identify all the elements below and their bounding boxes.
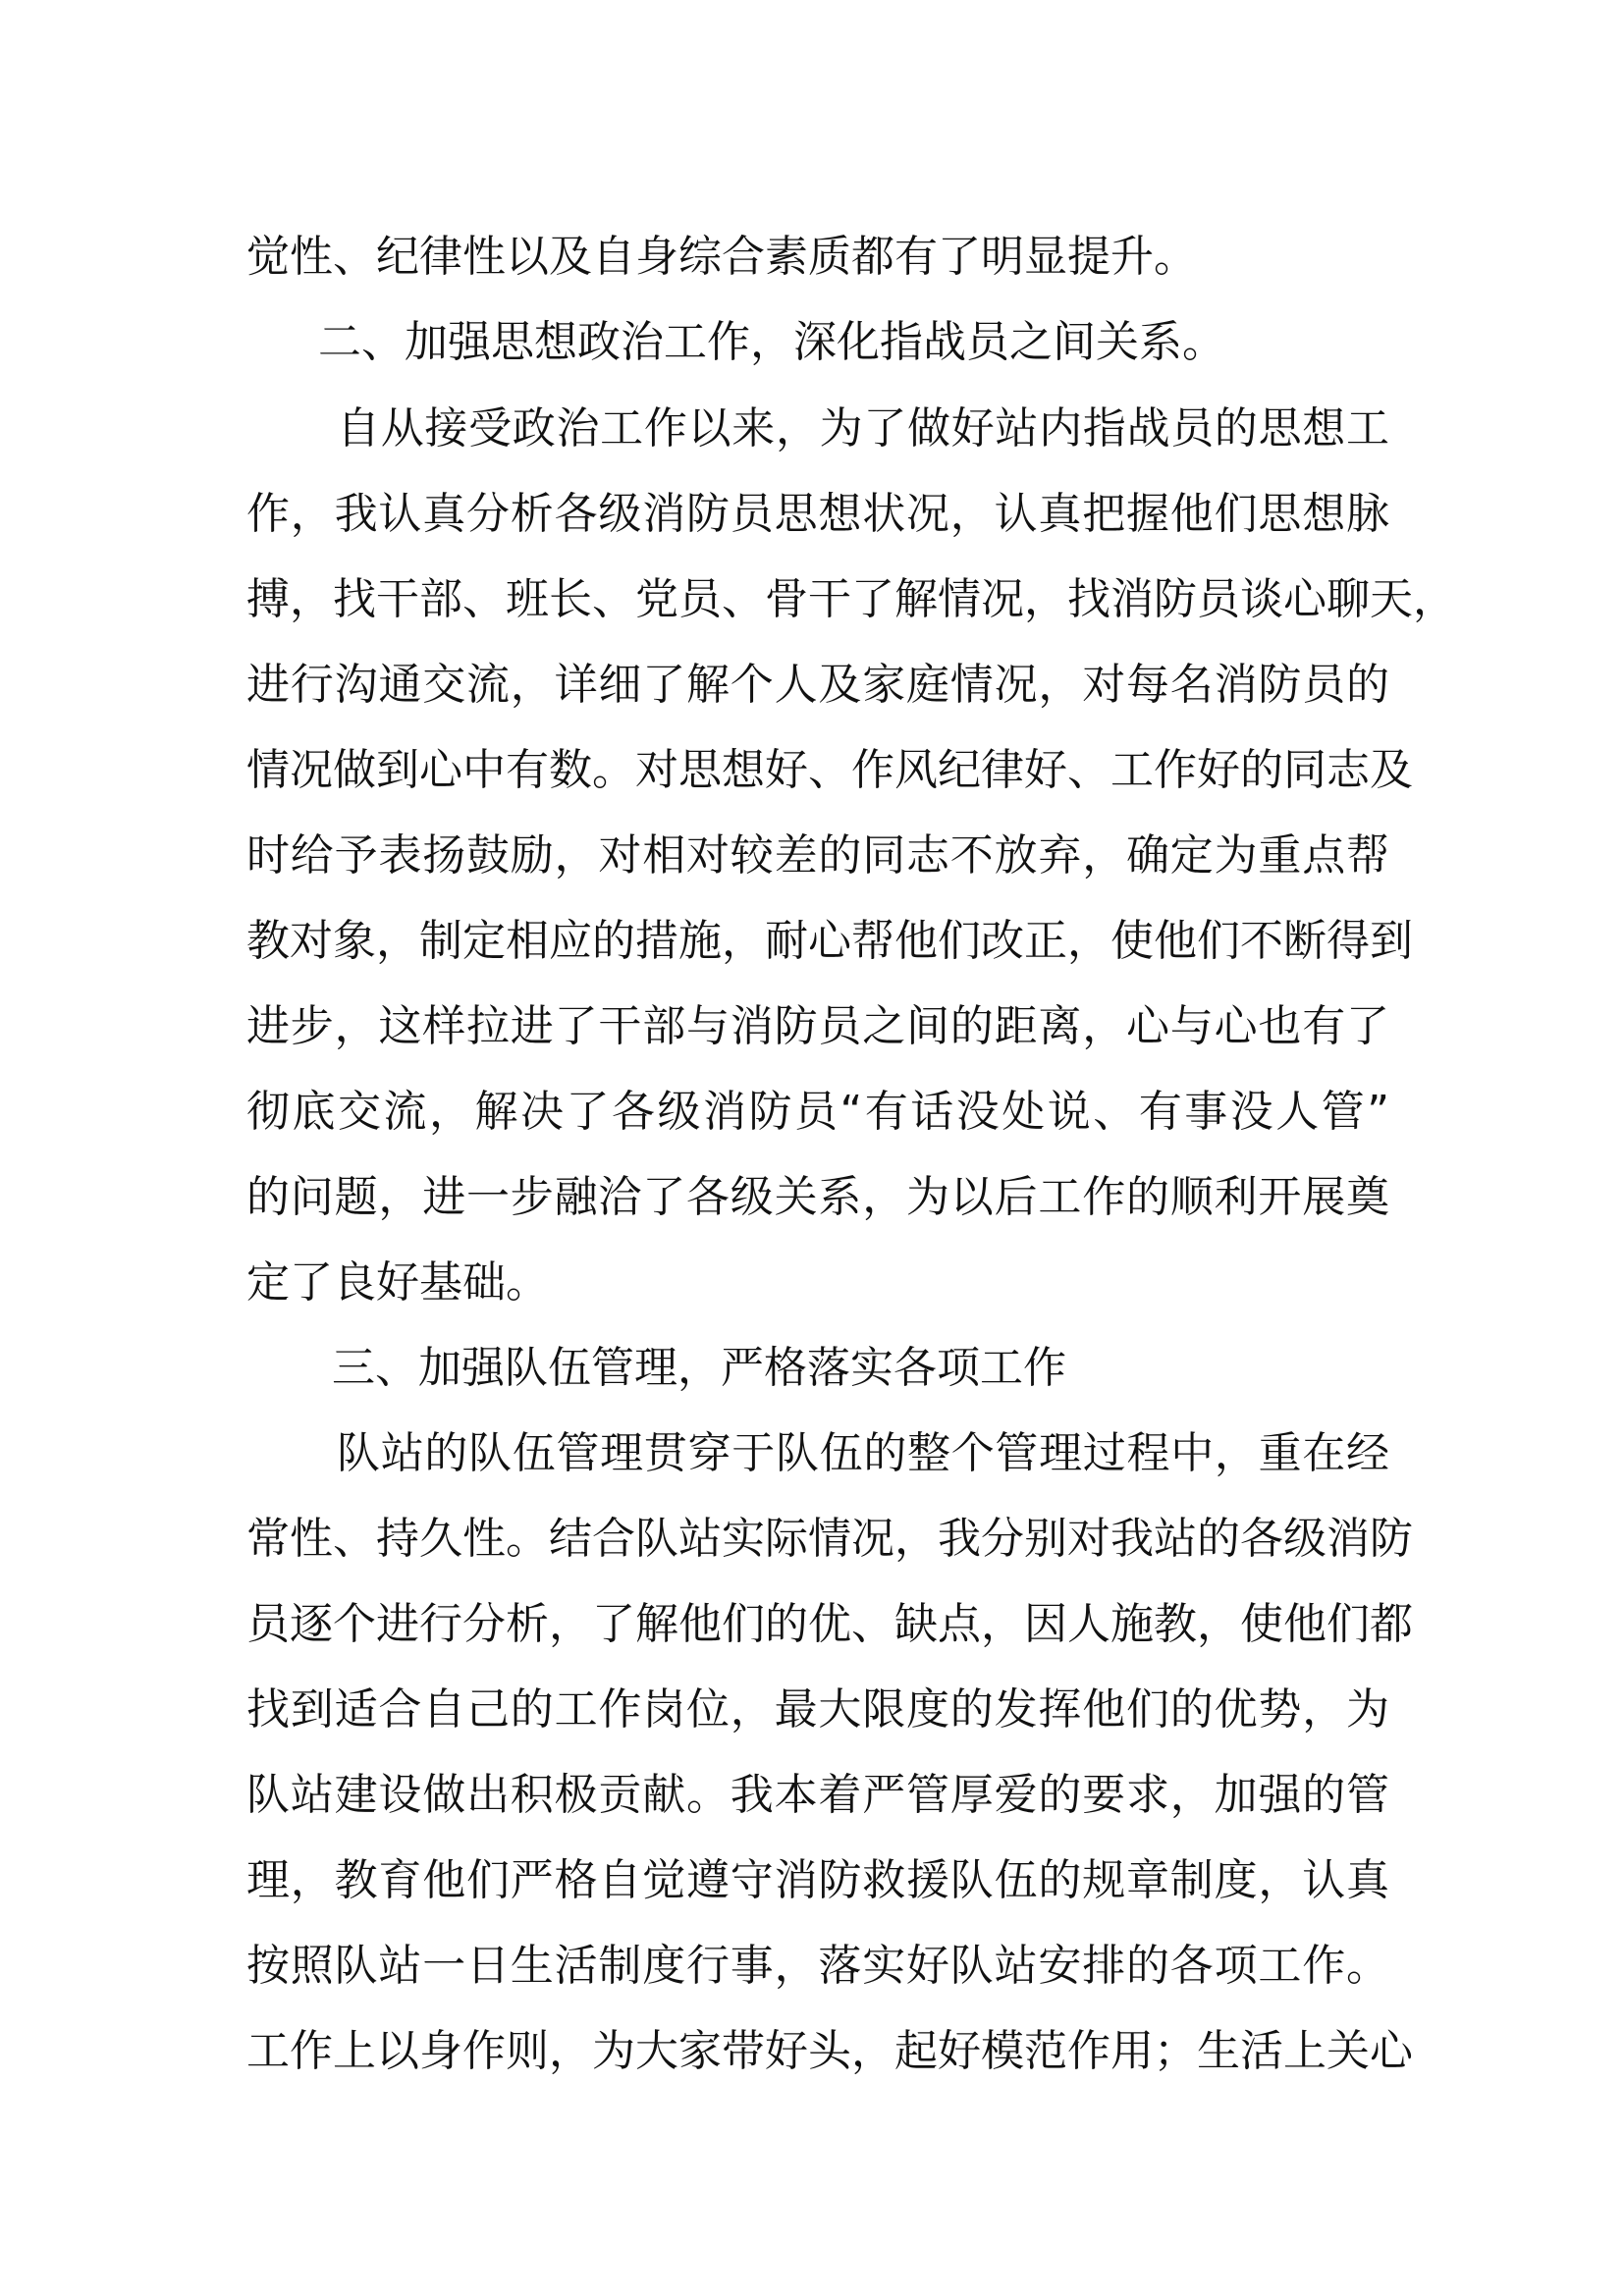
body-text-line: 情况做到心中有数。对思想好、作风纪律好、工作好的同志及 — [246, 745, 1413, 795]
body-text-line: 队站建设做出积极贡献。我本着严管厚爱的要求，加强的管 — [246, 1770, 1389, 1820]
body-text-line: 按照队站一日生活制度行事，落实好队站安排的各项工作。 — [246, 1941, 1389, 1991]
body-text-line: 员逐个进行分析，了解他们的优、缺点，因人施教，使他们都 — [246, 1599, 1413, 1649]
body-text-line: 时给予表扬鼓励，对相对较差的同志不放弃，确定为重点帮 — [246, 830, 1389, 881]
body-text-line: 队站的队伍管理贯穿于队伍的整个管理过程中，重在经 — [337, 1428, 1389, 1478]
body-text-line: 理，教育他们严格自觉遵守消防救援队伍的规章制度，认真 — [246, 1855, 1389, 1905]
body-text-line: 教对象，制定相应的措施，耐心帮他们改正，使他们不断得到 — [246, 916, 1413, 966]
body-text-line: 定了良好基础。 — [246, 1257, 549, 1308]
body-text-line: 觉性、纪律性以及自身综合素质都有了明显提升。 — [246, 232, 1197, 282]
body-text-line: 找到适合自己的工作岗位，最大限度的发挥他们的优势，为 — [246, 1684, 1389, 1735]
body-text-line: 作，我认真分析各级消防员思想状况，认真把握他们思想脉 — [246, 489, 1389, 539]
body-text-line: 自从接受政治工作以来，为了做好站内指战员的思想工 — [337, 403, 1389, 454]
body-text-line: 彻底交流，解决了各级消防员“有话没处说、有事没人管” — [246, 1087, 1389, 1137]
body-text-line: 工作上以身作则，为大家带好头，起好模范作用；生活上关心 — [246, 2026, 1413, 2076]
body-text-line: 进步，这样拉进了干部与消防员之间的距离，心与心也有了 — [246, 1001, 1389, 1051]
body-text-line: 常性、持久性。结合队站实际情况，我分别对我站的各级消防 — [246, 1514, 1413, 1564]
body-text-line: 的问题，进一步融洽了各级关系，为以后工作的顺利开展奠 — [246, 1172, 1389, 1222]
body-text-line: 进行沟通交流，详细了解个人及家庭情况，对每名消防员的 — [246, 660, 1389, 710]
body-text-line: 搏，找干部、班长、党员、骨干了解情况，找消防员谈心聊天， — [246, 574, 1456, 624]
section-heading-3: 三、加强队伍管理，严格落实各项工作 — [332, 1343, 1066, 1393]
section-heading-2: 二、加强思想政治工作，深化指战员之间关系。 — [318, 317, 1225, 367]
